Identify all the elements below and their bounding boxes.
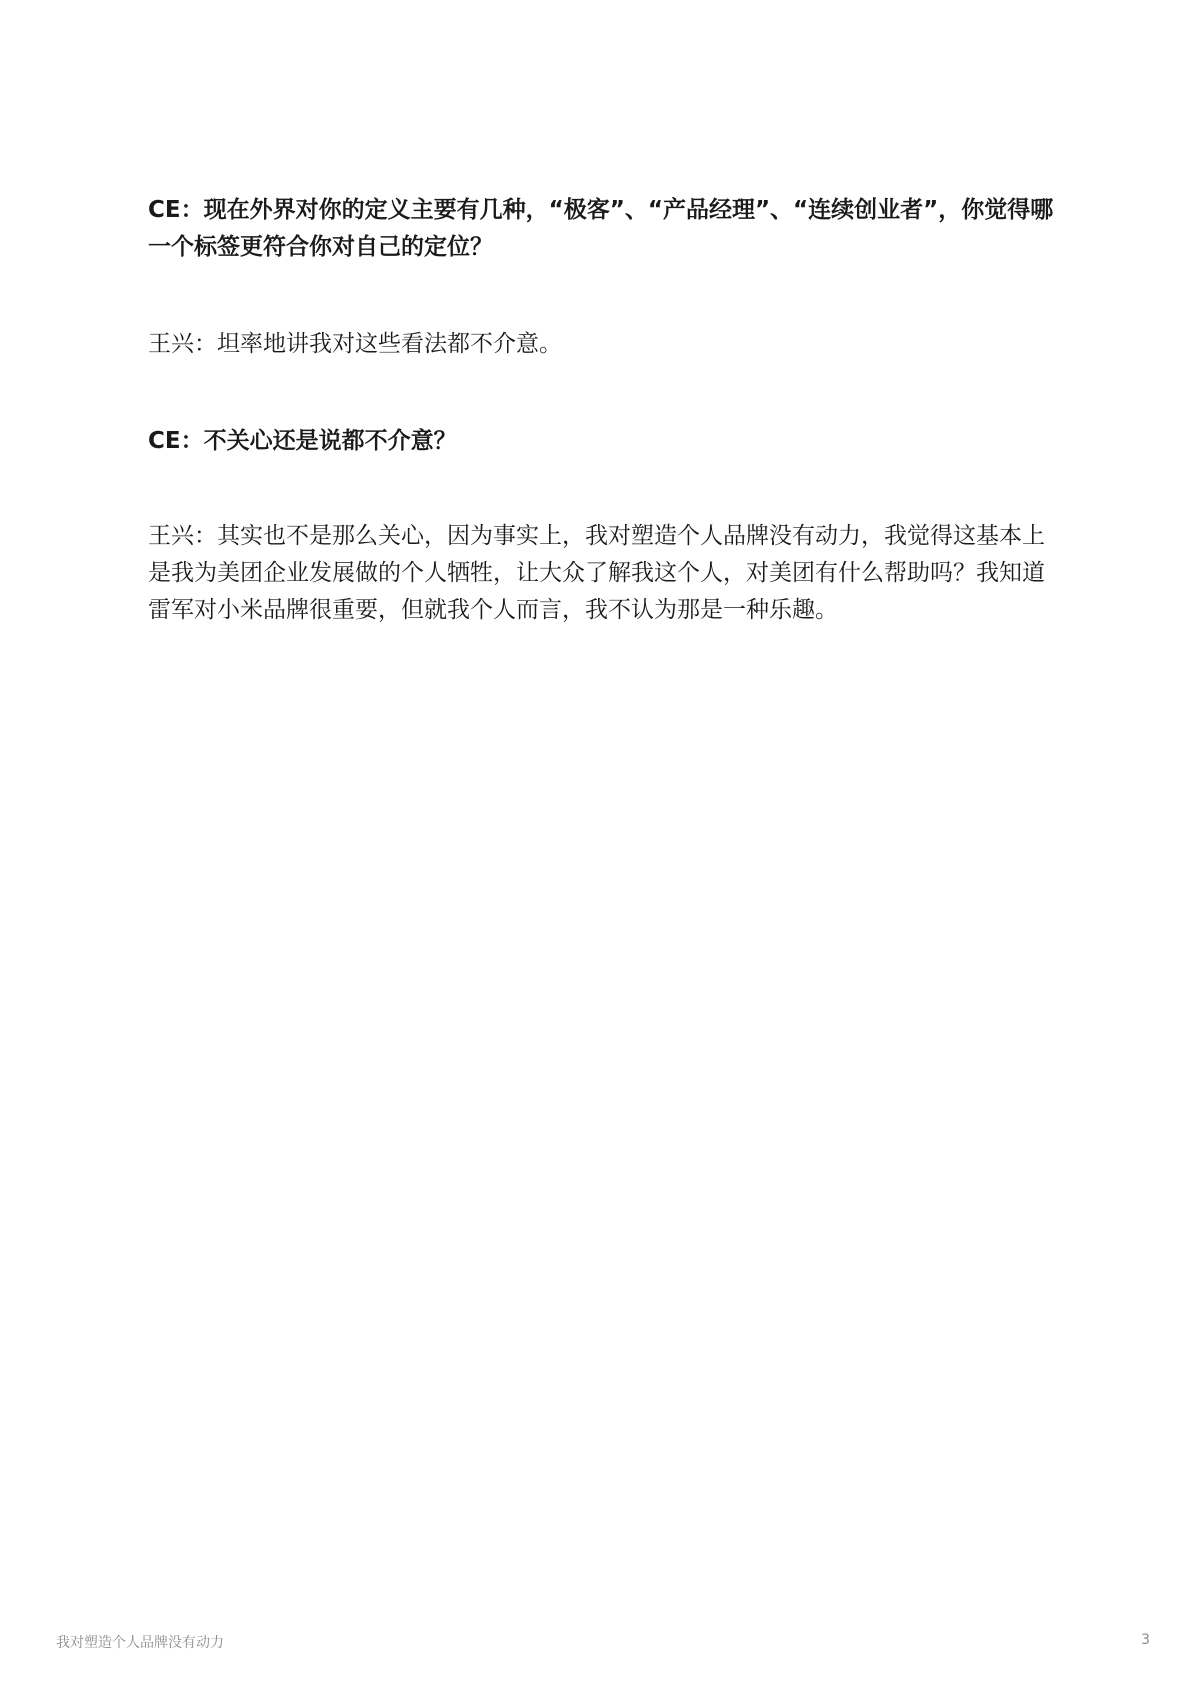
- article-body: [148, 192, 1058, 629]
- interview-question-1: CE：现在外界对你的定义主要有几种，“极客”、“产品经理”、“连续创业者”，你觉得哪一个标签更符合你对自己的定位？: [148, 197, 1054, 260]
- interview-answer-1: 王兴：坦率地讲我对这些看法都不介意。: [148, 331, 562, 357]
- interview-question-2: CE：不关心还是说都不介意？: [148, 428, 457, 454]
- interview-answer-2: 王兴：其实也不是那么关心，因为事实上，我对塑造个人品牌没有动力，我觉得这基本上是我为美团企业发展做的个人牺牲，让大众了解我这个人，对美团有什么帮助吗？我知道雷军对小米品牌很重要，但就我个人而言，我不认为那是一种乐趣。: [148, 523, 1045, 623]
- footer-page-number: 3: [1141, 1632, 1150, 1648]
- footer-document-title: 我对塑造个人品牌没有动力: [56, 1635, 224, 1651]
